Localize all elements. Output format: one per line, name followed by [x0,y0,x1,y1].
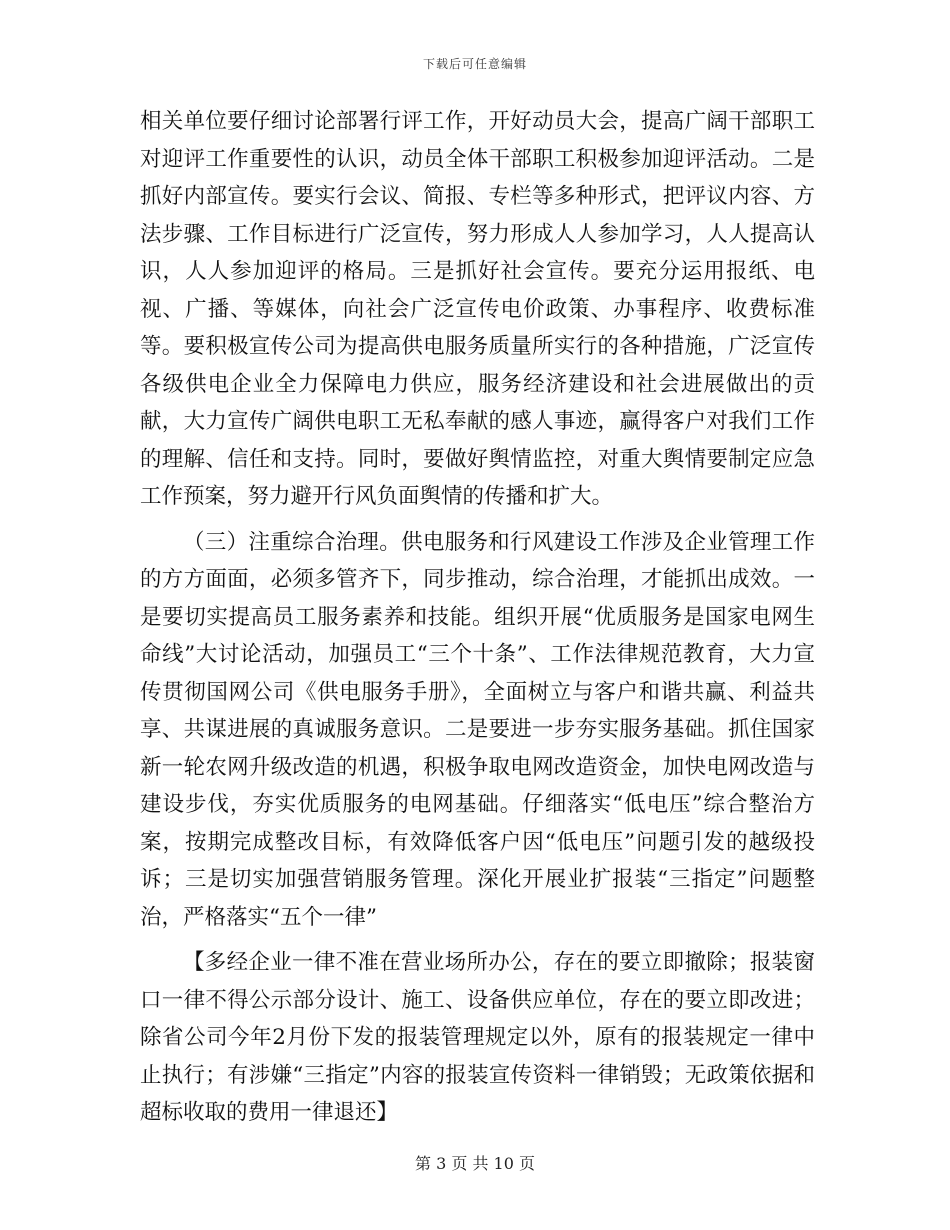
body-paragraph-1: 相关单位要仔细讨论部署行评工作，开好动员大会，提高广阔干部职工对迎评工作重要性的认识，动员全体干部职工积极参加迎评活动。二是抓好内部宣传。要实行会议、简报、专栏等多种形式，把评议内容、方法步骤、工作目标进行广泛宣传，努力形成人人参加学习，人人提高认识，人人参加迎评的格局。三是抓好社会宣传。要充分运用报纸、电视、广播、等媒体，向社会广泛宣传电价政策、办事程序、收费标准等。要积极宣传公司为提高供电服务质量所实行的各种措施，广泛宣传各级供电企业全力保障电力供应，服务经济建设和社会进展做出的贡献，大力宣传广阔供电职工无私奉献的感人事迹，赢得客户对我们工作的理解、信任和支持。同时，要做好舆情监控，对重大舆情要制定应急工作预案，努力避开行风负面舆情的传播和扩大。 [140,109,815,509]
current-page-number: 3 [436,1154,447,1173]
total-pages-number: 10 [493,1154,514,1173]
page-label-mid: 页 共 [451,1154,489,1173]
page-label-prefix: 第 [414,1154,431,1173]
body-paragraph-2: （三）注重综合治理。供电服务和行风建设工作涉及企业管理工作的方方面面，必须多管齐下，同步推动，综合治理，才能抓出成效。一是要切实提高员工服务素养和技能。组织开展“优质服务是国家电网生命线”大讨论活动，加强员工“三个十条”、工作法律规范教育，大力宣传贯彻国网公司《供电服务手册》，全面树立与客户和谐共赢、利益共享、共谋进展的真诚服务意识。二是要进一步夯实服务基础。抓住国家新一轮农网升级改造的机遇，积极争取电网改造资金，加快电网改造与建设步伐，夯实优质服务的电网基础。仔细落实“低电压”综合整治方案，按期完成整改目标，有效降低客户因“低电压”问题引发的越级投诉；三是切实加强营销服务管理。深化开展业扩报装“三指定”问题整治，严格落实“五个一律” [140,529,815,930]
body-paragraph-3: 【多经企业一律不准在营业场所办公，存在的要立即撤除；报装窗口一律不得公示部分设计、施工、设备供应单位，存在的要立即改进；除省公司今年2月份下发的报装管理规定以外，原有的报装规定一律中止执行；有涉嫌“三指定”内容的报装宣传资料一律销毁；无政策依据和超标收取的费用一律退还】 [140,950,815,1125]
page-label-suffix: 页 [519,1154,536,1173]
document-body [140,103,815,1140]
page-footer [0,1151,950,1174]
page-header-note: 下载后可任意编辑 [422,57,527,71]
